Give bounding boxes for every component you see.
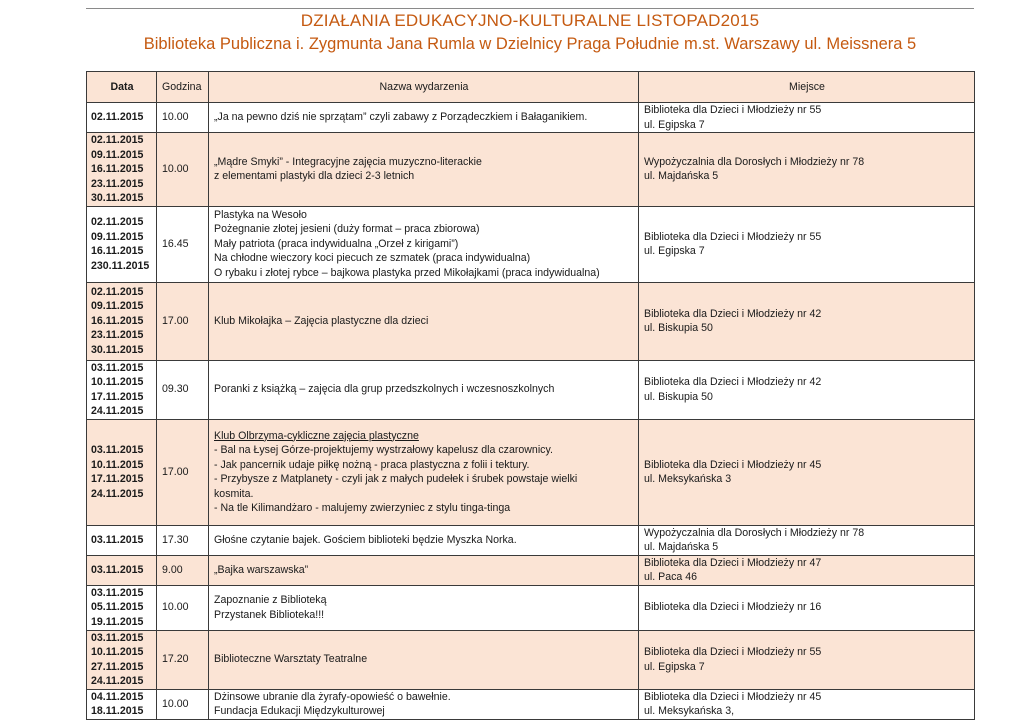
table-body: [87, 103, 975, 720]
event-line: Plastyka na Wesoło: [214, 208, 307, 221]
event-line: - Przybysze z Matplanety - czyli jak z małych pudełek i śrubek powstaje wielki: [214, 473, 578, 485]
place-line: Biblioteka dla Dzieci i Młodzieży nr 16: [644, 601, 822, 614]
date-value: 27.11.2015: [91, 660, 144, 673]
cell-place: [639, 630, 975, 689]
event-line: kosmita.: [214, 487, 254, 500]
table-row: [87, 630, 975, 689]
event-line: Dżinsowe ubranie dla żyrafy-opowieść o bawełnie.: [214, 690, 451, 703]
event-line: Poranki z książką – zajęcia dla grup przedszkolnych i wczesnoszkolnych: [214, 383, 555, 396]
event-line: Klub Mikołajka – Zajęcia plastyczne dla dzieci: [214, 314, 429, 327]
table-row: [87, 282, 975, 360]
place-line: ul. Paca 46: [644, 571, 698, 583]
page-title: DZIAŁANIA EDUKACYJNO-KULTURALNE LISTOPAD2015: [300, 11, 760, 30]
cell-hour: 17.00: [157, 282, 209, 360]
cell-date: [87, 206, 157, 282]
event-line: O rybaku i złotej rybce – bajkowa plastyka przed Mikołajkami (praca indywidualna): [214, 266, 600, 279]
cell-date: [87, 555, 157, 585]
date-value: 09.11.2015: [91, 148, 144, 161]
event-line: Biblioteczne Warsztaty Teatralne: [214, 653, 368, 666]
column-header-event: Nazwa wydarzenia: [209, 72, 639, 103]
date-value: 10.11.2015: [91, 376, 144, 388]
event-line: - Bal na Łysej Górze-projektujemy wystrzałowy kapelusz dla czarownicy.: [214, 444, 553, 456]
cell-event: [209, 206, 639, 282]
date-value: 19.11.2015: [91, 615, 144, 628]
place-line: Wypożyczalnia dla Dorosłych i Młodzieży nr 78: [644, 155, 865, 168]
table-row: [87, 555, 975, 585]
place-line: ul. Egipska 7: [644, 660, 705, 673]
table-row: [87, 689, 975, 719]
date-value: 02.11.2015: [91, 111, 144, 124]
event-line: „Bajka warszawska”: [214, 563, 309, 576]
page-subtitle: Biblioteka Publiczna i. Zygmunta Jana Rumla w Dzielnicy Praga Południe m.st. Warszawy ul. Meissnera 5: [143, 35, 917, 53]
place-line: ul. Biskupia 50: [644, 322, 713, 334]
date-value: 02.11.2015: [91, 285, 144, 298]
cell-hour: 10.00: [157, 585, 209, 630]
cell-hour: 10.00: [157, 133, 209, 207]
place-line: ul. Majdańska 5: [644, 170, 719, 183]
date-value: 23.11.2015: [91, 177, 144, 190]
cell-place: [639, 555, 975, 585]
date-value: 24.11.2015: [91, 405, 144, 417]
date-value: 17.11.2015: [91, 473, 144, 485]
date-value: 04.11.2015: [91, 690, 144, 703]
date-value: 09.11.2015: [91, 300, 144, 313]
event-line: Fundacja Edukacji Międzykulturowej: [214, 705, 385, 717]
cell-date: [87, 525, 157, 555]
date-value: 16.11.2015: [91, 314, 144, 327]
date-value: 10.11.2015: [91, 458, 144, 471]
date-value: 16.11.2015: [91, 245, 144, 257]
date-value: 03.11.2015: [91, 361, 144, 374]
event-line: Przystanek Biblioteka!!!: [214, 608, 325, 621]
cell-place: [639, 525, 975, 555]
cell-date: [87, 103, 157, 133]
place-line: Biblioteka dla Dzieci i Młodzieży nr 55: [644, 104, 822, 116]
place-line: Biblioteka dla Dzieci i Młodzieży nr 55: [644, 230, 822, 243]
cell-place: [639, 133, 975, 207]
date-value: 24.11.2015: [91, 675, 144, 687]
cell-date: [87, 419, 157, 525]
place-line: Biblioteka dla Dzieci i Młodzieży nr 42: [644, 307, 822, 320]
cell-hour: 9.00: [157, 555, 209, 585]
events-table: [86, 71, 975, 720]
place-line: Biblioteka dla Dzieci i Młodzieży nr 42: [644, 376, 822, 388]
date-value: 23.11.2015: [91, 329, 144, 342]
event-heading: Klub Olbrzyma-cykliczne zajęcia plastyczne: [214, 429, 419, 442]
cell-event: [209, 585, 639, 630]
date-value: 10.11.2015: [91, 646, 144, 658]
cell-date: [87, 282, 157, 360]
cell-hour: 09.30: [157, 360, 209, 419]
place-line: ul. Egipska 7: [644, 118, 705, 131]
cell-place: [639, 689, 975, 719]
event-line: Pożegnanie złotej jesieni (duży format – praca zbiorowa): [214, 223, 480, 236]
event-line: Zapoznanie z Biblioteką: [214, 594, 327, 606]
date-value: 03.11.2015: [91, 444, 144, 456]
date-value: 17.11.2015: [91, 390, 144, 403]
cell-date: [87, 630, 157, 689]
date-value: 03.11.2015: [91, 586, 144, 599]
place-line: Biblioteka dla Dzieci i Młodzieży nr 45: [644, 458, 822, 471]
cell-place: [639, 206, 975, 282]
date-value: 24.11.2015: [91, 487, 144, 500]
cell-event: [209, 103, 639, 133]
table-header-row: [87, 72, 975, 103]
event-line: Na chłodne wieczory koci piecuch ze szmatek (praca indywidualna): [214, 252, 531, 265]
date-value: 30.11.2015: [91, 192, 144, 204]
table-row: [87, 525, 975, 555]
column-header-hour: Godzina: [157, 72, 209, 103]
header-rule: [86, 8, 974, 9]
event-line: - Jak pancernik udaje piłkę nożną - praca plastyczna z folii i tektury.: [214, 458, 530, 471]
column-header-date: Data: [87, 72, 157, 103]
cell-event: [209, 525, 639, 555]
cell-place: [639, 360, 975, 419]
date-value: 16.11.2015: [91, 163, 144, 175]
cell-event: [209, 555, 639, 585]
date-value: 230.11.2015: [91, 259, 150, 272]
place-line: ul. Meksykańska 3: [644, 473, 732, 485]
event-line: Głośne czytanie bajek. Gościem biblioteki będzie Myszka Norka.: [214, 533, 517, 546]
event-line: z elementami plastyki dla dzieci 2-3 letnich: [214, 170, 415, 183]
cell-date: [87, 360, 157, 419]
cell-event: [209, 689, 639, 719]
cell-date: [87, 133, 157, 207]
cell-event: [209, 630, 639, 689]
place-line: ul. Biskupia 50: [644, 390, 713, 403]
date-value: 03.11.2015: [91, 631, 144, 644]
cell-event: [209, 282, 639, 360]
date-value: 09.11.2015: [91, 230, 144, 243]
date-value: 05.11.2015: [91, 601, 144, 614]
table-row: [87, 360, 975, 419]
date-value: 03.11.2015: [91, 563, 144, 576]
cell-hour: 17.30: [157, 525, 209, 555]
event-line: Mały patriota (praca indywidualna „Orzeł z kirigami”): [214, 237, 459, 250]
cell-event: [209, 360, 639, 419]
cell-event: [209, 133, 639, 207]
place-line: Biblioteka dla Dzieci i Młodzieży nr 45: [644, 690, 822, 703]
date-value: 30.11.2015: [91, 343, 144, 356]
event-line: „Ja na pewno dziś nie sprzątam” czyli zabawy z Porządeczkiem i Bałaganikiem.: [214, 111, 588, 124]
table-row: [87, 206, 975, 282]
cell-place: [639, 585, 975, 630]
place-line: ul. Egipska 7: [644, 245, 705, 257]
column-header-place: Miejsce: [639, 72, 975, 103]
event-line: „Mądre Smyki” - Integracyjne zajęcia muzyczno-literackie: [214, 155, 482, 168]
cell-date: [87, 689, 157, 719]
date-value: 18.11.2015: [91, 705, 144, 717]
place-line: ul. Meksykańska 3,: [644, 705, 735, 717]
cell-hour: 17.20: [157, 630, 209, 689]
cell-date: [87, 585, 157, 630]
cell-place: [639, 103, 975, 133]
table-row: [87, 419, 975, 525]
table-row: [87, 585, 975, 630]
place-line: Biblioteka dla Dzieci i Młodzieży nr 55: [644, 646, 822, 658]
event-line: - Na tle Kilimandżaro - malujemy zwierzyniec z stylu tinga-tinga: [214, 502, 511, 514]
cell-hour: 10.00: [157, 103, 209, 133]
cell-place: [639, 282, 975, 360]
table-row: [87, 103, 975, 133]
cell-hour: 16.45: [157, 206, 209, 282]
cell-event: [209, 419, 639, 525]
cell-place: [639, 419, 975, 525]
place-line: Biblioteka dla Dzieci i Młodzieży nr 47: [644, 556, 822, 569]
date-value: 02.11.2015: [91, 216, 144, 228]
cell-hour: 10.00: [157, 689, 209, 719]
table-row: [87, 133, 975, 207]
place-line: Wypożyczalnia dla Dorosłych i Młodzieży nr 78: [644, 526, 865, 539]
date-value: 03.11.2015: [91, 533, 144, 546]
cell-hour: 17.00: [157, 419, 209, 525]
place-line: ul. Majdańska 5: [644, 541, 719, 553]
date-value: 02.11.2015: [91, 134, 144, 146]
